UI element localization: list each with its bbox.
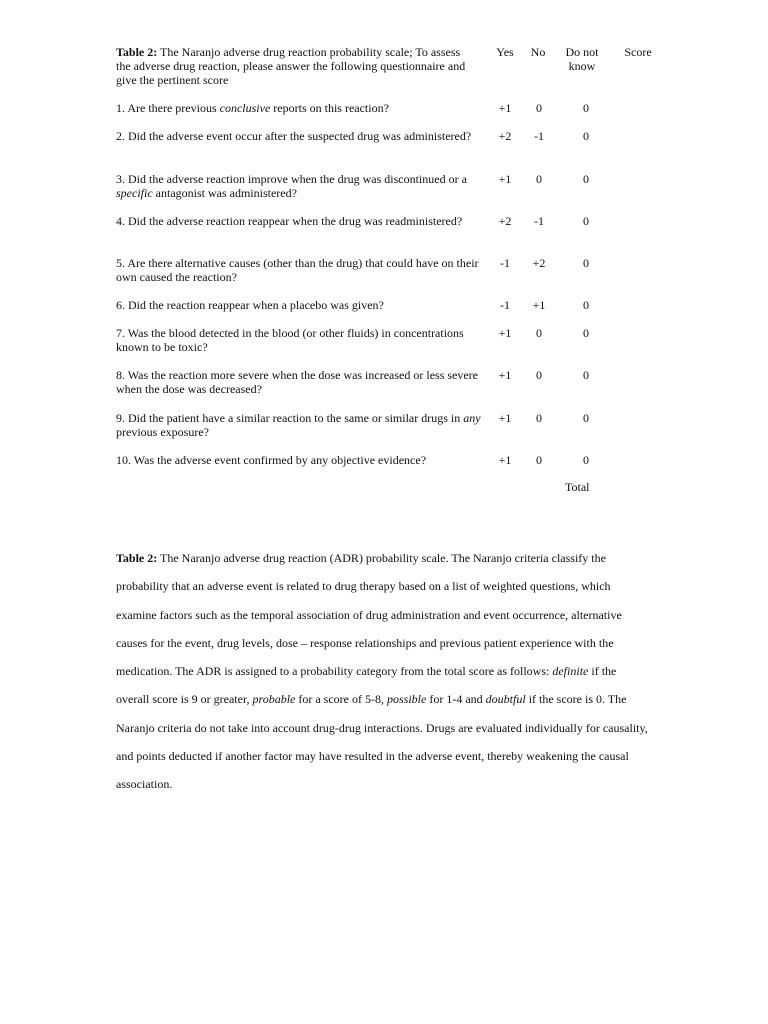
table-row-question: 6. Did the reaction reappear when a placebo was given? — [116, 298, 384, 312]
cell-no: +2 — [532, 256, 546, 270]
column-header-no: No — [530, 45, 546, 59]
cell-no: 0 — [536, 172, 542, 186]
table-row-question: 10. Was the adverse event confirmed by any objective evidence? — [116, 453, 427, 467]
cell-yes: +1 — [498, 101, 512, 115]
table-row-question: 3. Did the adverse reaction improve when the drug was discontinued or a specific antagonist was administered? — [116, 172, 467, 200]
table-label: Table 2: — [116, 45, 158, 59]
term-probable: probable — [252, 692, 296, 707]
term-possible: possible — [387, 692, 427, 707]
total-label: Total — [565, 480, 590, 494]
cell-do-not-know: 0 — [583, 298, 589, 312]
cell-do-not-know: 0 — [583, 129, 589, 143]
cell-do-not-know: 0 — [583, 214, 589, 228]
table-row-question: 8. Was the reaction more severe when the dose was increased or less severe when the dose was decreased? — [116, 368, 479, 396]
table-title — [116, 45, 466, 87]
cell-yes: +1 — [498, 411, 512, 425]
cell-no: 0 — [536, 326, 542, 340]
cell-yes: +2 — [498, 129, 512, 143]
cell-do-not-know: 0 — [583, 101, 589, 115]
cell-yes: +2 — [498, 214, 512, 228]
column-header-score: Score — [624, 45, 652, 59]
column-header-do-not-know: Do not know — [565, 45, 599, 73]
table-title-text: The Naranjo adverse drug reaction probability scale; To assess the adverse drug reaction, please answer the following questionnaire and give the pertinent score — [116, 45, 466, 87]
table-row-question: 7. Was the blood detected in the blood (or other fluids) in concentrations known to be toxic? — [116, 326, 464, 354]
cell-do-not-know: 0 — [583, 326, 589, 340]
cell-do-not-know: 0 — [583, 411, 589, 425]
caption-label: Table 2: — [116, 551, 158, 565]
cell-no: 0 — [536, 368, 542, 382]
cell-yes: -1 — [500, 256, 510, 270]
term-doubtful: doubtful — [485, 692, 526, 707]
table-row-question: 9. Did the patient have a similar reaction to the same or similar drugs in any previous exposure? — [116, 411, 481, 439]
cell-yes: +1 — [498, 326, 512, 340]
caption-paragraph: Table 2: The Naranjo adverse drug reaction (ADR) probability scale. The Naranjo criteria classify the probability that an adverse event is related to drug therapy based on a list of weighted questions, which examine factors such as the temporal association of drug administration and event occurrence, alternative causes for the event, drug levels, dose – response relationships and previous patient experience with the medication. The ADR is assigned to a probability category from the total score as follows: definite if the overall score is 9 or greater, probable for a score of 5-8, possible for 1-4 and doubtful if the score is 0. The Naranjo criteria do not take into account drug-drug interactions. Drugs are evaluated individually for causality, and points deducted if another factor may have resulted in the adverse event, thereby weakening the causal association. — [116, 551, 648, 792]
cell-do-not-know: 0 — [583, 453, 589, 467]
cell-no: 0 — [536, 101, 542, 115]
column-header-yes: Yes — [496, 45, 514, 59]
cell-yes: +1 — [498, 368, 512, 382]
cell-no: 0 — [536, 453, 542, 467]
table-row-question: 5. Are there alternative causes (other than the drug) that could have on their own caused the reaction? — [116, 256, 479, 284]
cell-yes: +1 — [498, 453, 512, 467]
cell-yes: +1 — [498, 172, 512, 186]
table-row-question: 2. Did the adverse event occur after the suspected drug was administered? — [116, 129, 472, 143]
cell-do-not-know: 0 — [583, 172, 589, 186]
table-row-question: 4. Did the adverse reaction reappear when the drug was readministered? — [116, 214, 463, 228]
term-definite: definite — [552, 664, 589, 679]
cell-no: +1 — [532, 298, 546, 312]
table-row-question: 1. Are there previous conclusive reports on this reaction? — [116, 101, 389, 115]
cell-do-not-know: 0 — [583, 256, 589, 270]
cell-do-not-know: 0 — [583, 368, 589, 382]
cell-yes: -1 — [500, 298, 510, 312]
cell-no: -1 — [534, 214, 544, 228]
cell-no: 0 — [536, 411, 542, 425]
cell-no: -1 — [534, 129, 544, 143]
